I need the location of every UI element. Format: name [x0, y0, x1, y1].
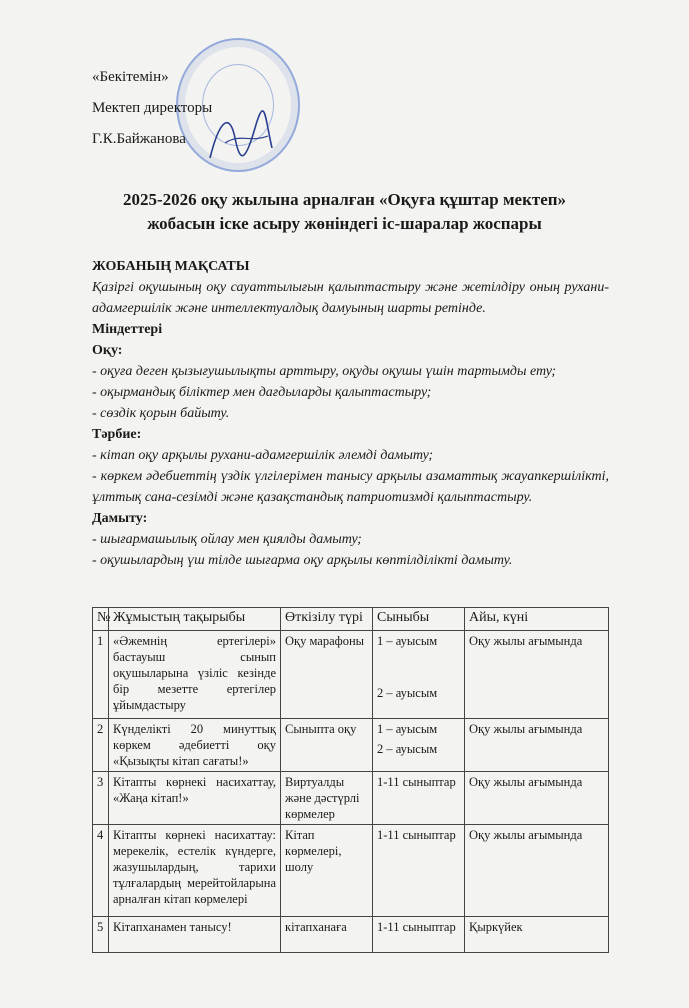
table-row	[93, 631, 609, 719]
activity-plan-table	[92, 607, 609, 953]
header-form: Өткізілу түрі	[281, 608, 373, 631]
row-form: Сыныпта оқу	[281, 719, 373, 772]
header-date: Айы, күні	[465, 608, 609, 631]
document-body	[92, 256, 609, 571]
row-form: кітапханаға	[281, 917, 373, 953]
row-date: Оқу жылы ағымында	[465, 825, 609, 917]
document-title-line-1: 2025-2026 оқу жылына арналған «Оқуға құштар мектеп»	[122, 190, 567, 209]
goal-heading: ЖОБАНЫҢ МАҚСАТЫ	[92, 259, 250, 274]
table-header-row	[93, 608, 609, 631]
row-number: 5	[93, 917, 109, 953]
row-form: Кітап көрмелері, шолу	[281, 825, 373, 917]
document-title-line-2: жобасын іске асыру жөніндегі іс-шаралар жоспары	[147, 214, 542, 233]
row-class-shift-1: 1 – ауысым	[377, 634, 438, 648]
row-date: Оқу жылы ағымында	[465, 719, 609, 772]
tasks-heading: Міндеттері	[92, 322, 163, 337]
education-item: - оқырмандық біліктер мен дағдыларды қалыптастыру;	[92, 385, 432, 400]
upbringing-item: - көркем әдебиеттің үздік үлгілерімен танысу арқылы азаматтық жауапкершілікті, ұлттық сана-сезімді және қазақстандық патриотизмді қалыптастыру.	[92, 469, 609, 505]
row-class: 1-11 сыныптар	[373, 917, 465, 953]
approval-name: Г.К.Байжанова	[92, 131, 186, 147]
education-item: - оқуға деген қызығушылықты арттыру, оқуды оқушы үшін тартымды ету;	[92, 364, 557, 379]
table-row	[93, 917, 609, 953]
development-item: - оқушылардың үш тілде шығарма оқу арқылы көптілділікті дамыту.	[92, 553, 513, 568]
row-topic: Кітапханамен танысу!	[109, 917, 281, 953]
row-number: 2	[93, 719, 109, 772]
row-class-shift-2: 2 – ауысым	[377, 742, 438, 756]
row-class	[373, 631, 465, 719]
row-date: Оқу жылы ағымында	[465, 772, 609, 825]
row-number: 4	[93, 825, 109, 917]
row-form: Оқу марафоны	[281, 631, 373, 719]
row-topic: Күнделікті 20 минуттық көркем әдебиетті оқу «Қызықты кітап сағаты!»	[109, 719, 281, 772]
development-heading: Дамыту:	[92, 511, 148, 526]
row-topic: «Әжемнің ертегілері» бастауыш сынып оқушыларына үзіліс кезінде бір мезетте ертегілер ұйымдастыру	[109, 631, 281, 719]
row-topic: Кітапты көрнекі насихаттау, «Жаңа кітап!»	[109, 772, 281, 825]
education-item: - сөздік қорын байыту.	[92, 406, 230, 421]
row-date: Оқу жылы ағымында	[465, 631, 609, 719]
row-class: 1-11 сыныптар	[373, 772, 465, 825]
table-row	[93, 825, 609, 917]
row-class-shift-2: 2 – ауысым	[377, 686, 438, 700]
approval-block	[92, 62, 212, 155]
education-heading: Оқу:	[92, 343, 123, 358]
row-date: Қыркүйек	[465, 917, 609, 953]
development-item: - шығармашылық ойлау мен қиялды дамыту;	[92, 532, 362, 547]
row-number: 3	[93, 772, 109, 825]
row-topic: Кітапты көрнекі насихаттау: мерекелік, естелік күндерге, жазушылардың, тарихи тұлғалардың мерейтойларына арналған кітап көрмелері	[109, 825, 281, 917]
header-topic: Жұмыстың тақырыбы	[109, 608, 281, 631]
header-class: Сыныбы	[373, 608, 465, 631]
approval-label: «Бекітемін»	[92, 69, 169, 85]
table-row	[93, 772, 609, 825]
goal-text: Қазіргі оқушының оқу сауаттылығын қалыптастыру және жетілдіру оның рухани-адамгершілік және интеллектуалдық дамуының шарты ретінде.	[92, 280, 609, 316]
row-class: 1-11 сыныптар	[373, 825, 465, 917]
header-number: №	[93, 608, 109, 631]
row-form: Виртуалды және дәстүрлі көрмелер	[281, 772, 373, 825]
row-number: 1	[93, 631, 109, 719]
upbringing-item: - кітап оқу арқылы рухани-адамгершілік әлемді дамыту;	[92, 448, 433, 463]
upbringing-heading: Тәрбие:	[92, 427, 142, 442]
table-row	[93, 719, 609, 772]
row-class-shift-1: 1 – ауысым	[377, 722, 438, 736]
approval-position: Мектеп директоры	[92, 100, 213, 116]
row-class	[373, 719, 465, 772]
